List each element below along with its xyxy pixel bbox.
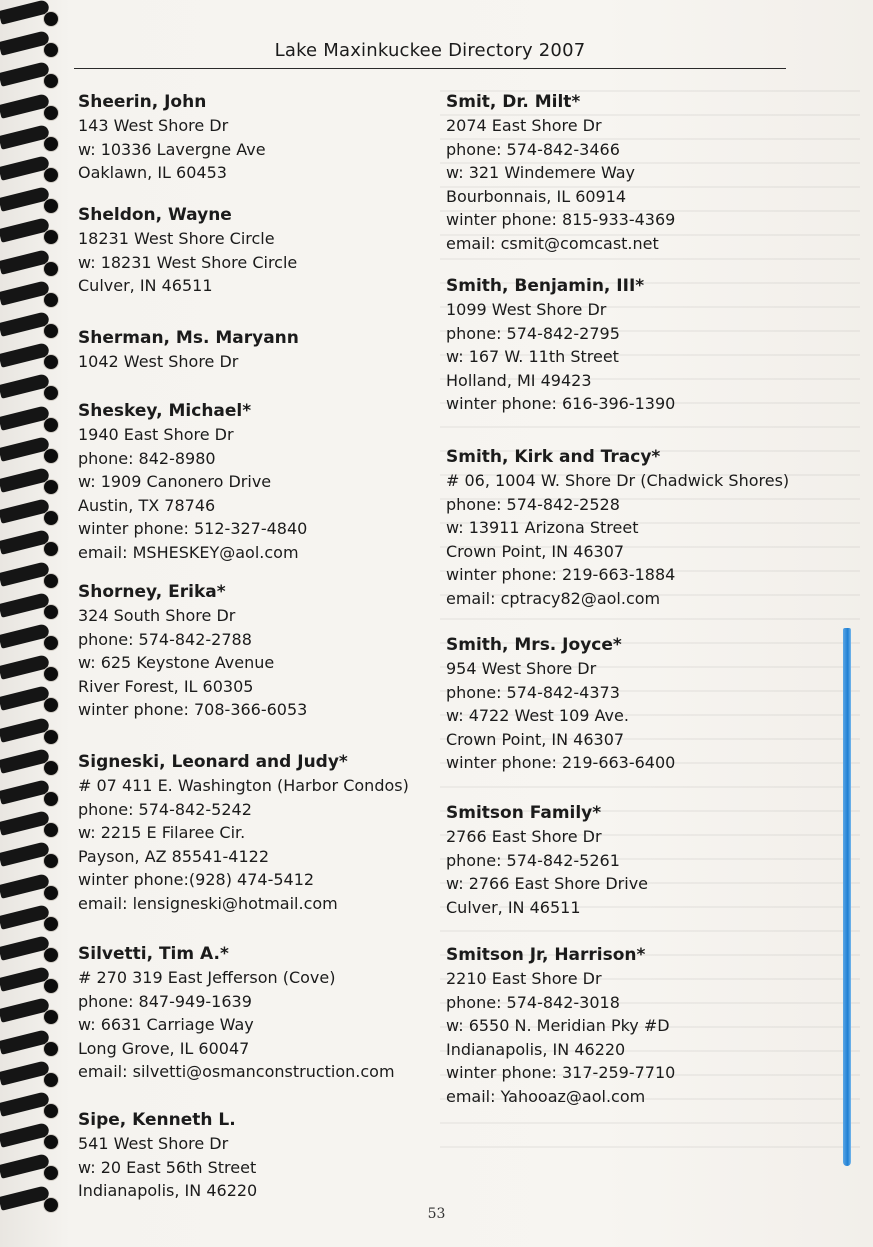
punch-hole	[44, 106, 58, 120]
coil-wire	[0, 1154, 50, 1180]
coil-wire	[0, 873, 50, 899]
punch-hole	[44, 74, 58, 88]
binding-coil	[0, 1006, 64, 1026]
coil-wire	[0, 966, 50, 992]
entry-name: Sipe, Kenneth L.	[78, 1110, 236, 1130]
coil-wire	[0, 498, 50, 524]
punch-hole	[44, 449, 58, 463]
entry-name: Smith, Benjamin, III*	[446, 276, 645, 296]
entry-line: winter phone: 815-933-4369	[446, 210, 676, 229]
punch-hole	[44, 761, 58, 775]
entry-line: 324 South Shore Dr	[78, 606, 236, 625]
entry-line: winter phone: 317-259-7710	[446, 1063, 676, 1082]
punch-hole	[44, 605, 58, 619]
punch-hole	[44, 293, 58, 307]
punch-hole	[44, 262, 58, 276]
coil-wire	[0, 405, 50, 431]
binding-coil	[0, 788, 64, 808]
entry-line: Payson, AZ 85541-4122	[78, 846, 270, 866]
coil-wire	[0, 342, 50, 368]
punch-hole	[44, 1104, 58, 1118]
punch-hole	[44, 574, 58, 588]
entry-name: Sheerin, John	[78, 92, 207, 112]
header-title: Lake Maxinkuckee Directory 2007	[274, 40, 586, 61]
coil-wire	[0, 654, 50, 680]
directory-entry	[446, 943, 806, 1108]
coil-wire	[0, 904, 50, 930]
entry-name: Silvetti, Tim A.*	[78, 944, 229, 964]
entry-line: Culver, IN 46511	[446, 897, 581, 917]
entry-line: phone: 574-842-5242	[78, 799, 252, 819]
directory-entry	[78, 203, 428, 298]
entry-line: winter phone: 219-663-1884	[446, 565, 676, 584]
entry-line: w: 10336 Lavergne Ave	[78, 139, 266, 159]
coil-wire	[0, 1029, 50, 1055]
coil-wire	[0, 30, 50, 56]
entry-line: w: 625 Keystone Avenue	[78, 653, 275, 672]
coil-wire	[0, 935, 50, 961]
directory-entry	[78, 1108, 428, 1203]
entry-line: phone: 574-842-4373	[446, 682, 620, 702]
entry-line: w: 6550 N. Meridian Pky #D	[446, 1016, 670, 1035]
entry-line: # 06, 1004 W. Shore Dr (Chadwick Shores)	[446, 471, 790, 490]
punch-hole	[44, 168, 58, 182]
coil-wire	[0, 748, 50, 774]
page-number: 53	[427, 1206, 446, 1222]
entry-line: Bourbonnais, IL 60914	[446, 186, 627, 206]
binding-coil	[0, 694, 64, 714]
binding-coil	[0, 1162, 64, 1182]
coil-wire	[0, 592, 50, 618]
binding-coil	[0, 8, 64, 28]
punch-hole	[44, 1010, 58, 1024]
directory-entry	[78, 942, 428, 1084]
binding-coil	[0, 289, 64, 309]
punch-hole	[44, 823, 58, 837]
blue-margin-marker	[843, 628, 851, 1166]
binding-coil	[0, 757, 64, 777]
coil-wire	[0, 311, 50, 337]
binding-coil	[0, 975, 64, 995]
punch-hole	[44, 917, 58, 931]
coil-wire	[0, 530, 50, 556]
entry-line: # 270 319 East Jefferson (Cove)	[78, 968, 336, 987]
punch-hole	[44, 480, 58, 494]
entry-name: Smitson Family*	[446, 803, 602, 823]
entry-line: 1042 West Shore Dr	[78, 352, 239, 371]
directory-entry	[446, 274, 806, 416]
punch-hole	[44, 979, 58, 993]
binding-coil	[0, 507, 64, 527]
coil-wire	[0, 62, 50, 88]
entry-name: Sherman, Ms. Maryann	[78, 328, 299, 348]
directory-entry	[78, 90, 428, 185]
entry-line: phone: 847-949-1639	[78, 991, 252, 1011]
entry-line: w: 1909 Canonero Drive	[78, 472, 272, 491]
punch-hole	[44, 730, 58, 744]
coil-wire	[0, 374, 50, 400]
entry-line: email: Yahooaz@aol.com	[446, 1086, 646, 1106]
punch-hole	[44, 698, 58, 712]
entry-line: w: 18231 West Shore Circle	[78, 252, 298, 272]
entry-name: Smit, Dr. Milt*	[446, 92, 581, 112]
punch-hole	[44, 1135, 58, 1149]
binding-coil	[0, 819, 64, 839]
binding-coil	[0, 601, 64, 621]
binding-coil	[0, 195, 64, 215]
coil-wire	[0, 686, 50, 712]
entry-line: phone: 574-842-2795	[446, 323, 620, 343]
entry-line: phone: 842-8980	[78, 448, 216, 468]
punch-hole	[44, 1166, 58, 1180]
coil-wire	[0, 623, 50, 649]
entry-line: w: 2215 E Filaree Cir.	[78, 823, 246, 842]
binding-coil	[0, 663, 64, 683]
punch-hole	[44, 667, 58, 681]
entry-line: email: MSHESKEY@aol.com	[78, 542, 299, 562]
entry-line: 2074 East Shore Dr	[446, 116, 602, 135]
entry-line: w: 20 East 56th Street	[78, 1157, 257, 1177]
binding-coil	[0, 39, 64, 59]
binding-coil	[0, 164, 64, 184]
punch-hole	[44, 948, 58, 962]
binding-coil	[0, 1131, 64, 1151]
entry-line: w: 4722 West 109 Ave.	[446, 706, 629, 725]
coil-wire	[0, 124, 50, 150]
coil-wire	[0, 998, 50, 1024]
entry-line: email: silvetti@osmanconstruction.com	[78, 1062, 395, 1081]
entry-line: winter phone:(928) 474-5412	[78, 870, 315, 889]
entry-line: 143 West Shore Dr	[78, 116, 229, 135]
entry-line: w: 167 W. 11th Street	[446, 347, 619, 366]
entry-line: 2210 East Shore Dr	[446, 969, 602, 988]
entry-name: Smitson Jr, Harrison*	[446, 945, 646, 965]
directory-entry	[78, 326, 428, 374]
entry-line: winter phone: 616-396-1390	[446, 394, 676, 413]
punch-hole	[44, 886, 58, 900]
directory-entry	[446, 633, 806, 775]
binding-coil	[0, 1100, 64, 1120]
entry-line: phone: 574-842-2788	[78, 629, 252, 649]
entry-line: Holland, MI 49423	[446, 370, 592, 390]
entry-name: Sheskey, Michael*	[78, 401, 252, 421]
coil-wire	[0, 280, 50, 306]
coil-wire	[0, 436, 50, 462]
entry-line: phone: 574-842-3018	[446, 992, 620, 1012]
entry-line: Oaklawn, IL 60453	[78, 163, 227, 182]
coil-wire	[0, 842, 50, 868]
punch-hole	[44, 542, 58, 556]
entry-line: Indianapolis, IN 46220	[78, 1181, 258, 1200]
coil-wire	[0, 0, 50, 25]
punch-hole	[44, 324, 58, 338]
binding-coil	[0, 476, 64, 496]
binding-coil	[0, 882, 64, 902]
entry-name: Smith, Kirk and Tracy*	[446, 447, 661, 467]
entry-line: 18231 West Shore Circle	[78, 229, 275, 248]
directory-entry	[446, 90, 806, 255]
page-header	[74, 38, 786, 69]
binding-coil	[0, 445, 64, 465]
punch-hole	[44, 230, 58, 244]
entry-line: email: cptracy82@aol.com	[446, 588, 661, 608]
coil-wire	[0, 561, 50, 587]
punch-hole	[44, 1042, 58, 1056]
entry-line: 954 West Shore Dr	[446, 659, 597, 678]
entry-line: winter phone: 219-663-6400	[446, 753, 676, 772]
coil-wire	[0, 93, 50, 119]
entry-line: w: 13911 Arizona Street	[446, 518, 639, 537]
binding-coil	[0, 850, 64, 870]
entry-line: phone: 574-842-5261	[446, 850, 620, 870]
directory-entry	[78, 580, 428, 722]
entry-line: w: 6631 Carriage Way	[78, 1015, 254, 1034]
punch-hole	[44, 418, 58, 432]
punch-hole	[44, 1073, 58, 1087]
entry-name: Shorney, Erika*	[78, 582, 226, 602]
punch-hole	[44, 636, 58, 650]
spiral-binding	[0, 0, 70, 1247]
binding-coil	[0, 258, 64, 278]
entry-name: Sheldon, Wayne	[78, 205, 232, 225]
coil-wire	[0, 1060, 50, 1086]
punch-hole	[44, 12, 58, 26]
binding-coil	[0, 913, 64, 933]
binding-coil	[0, 351, 64, 371]
entry-line: # 07 411 E. Washington (Harbor Condos)	[78, 776, 409, 795]
entry-line: w: 2766 East Shore Drive	[446, 874, 648, 893]
coil-wire	[0, 155, 50, 181]
directory-entry	[78, 399, 428, 564]
punch-hole	[44, 355, 58, 369]
coil-wire	[0, 249, 50, 275]
binding-coil	[0, 133, 64, 153]
entry-line: River Forest, IL 60305	[78, 676, 254, 696]
coil-wire	[0, 779, 50, 805]
coil-wire	[0, 717, 50, 743]
coil-wire	[0, 1122, 50, 1148]
binding-coil	[0, 382, 64, 402]
binding-coil	[0, 570, 64, 590]
entry-line: 541 West Shore Dr	[78, 1134, 229, 1153]
binding-coil	[0, 632, 64, 652]
entry-line: email: lensigneski@hotmail.com	[78, 893, 338, 913]
entry-line: Crown Point, IN 46307	[446, 541, 625, 561]
coil-wire	[0, 1091, 50, 1117]
binding-coil	[0, 102, 64, 122]
entry-line: 1940 East Shore Dr	[78, 425, 234, 444]
directory-entry	[78, 750, 428, 915]
binding-coil	[0, 226, 64, 246]
entry-line: Crown Point, IN 46307	[446, 729, 625, 749]
entry-line: Austin, TX 78746	[78, 495, 216, 515]
entry-line: phone: 574-842-3466	[446, 139, 620, 159]
punch-hole	[44, 792, 58, 806]
entry-line: Culver, IN 46511	[78, 276, 213, 295]
entry-line: 2766 East Shore Dr	[446, 827, 602, 846]
entry-line: winter phone: 512-327-4840	[78, 519, 308, 538]
punch-hole	[44, 386, 58, 400]
punch-hole	[44, 137, 58, 151]
binding-coil	[0, 320, 64, 340]
coil-wire	[0, 218, 50, 244]
entry-line: Indianapolis, IN 46220	[446, 1039, 626, 1059]
binding-coil	[0, 70, 64, 90]
directory-entry	[446, 801, 806, 919]
entry-line: w: 321 Windemere Way	[446, 163, 636, 182]
entry-line: email: csmit@comcast.net	[446, 233, 659, 253]
binding-coil	[0, 1038, 64, 1058]
entry-name: Signeski, Leonard and Judy*	[78, 752, 348, 772]
punch-hole	[44, 511, 58, 525]
punch-hole	[44, 43, 58, 57]
entry-name: Smith, Mrs. Joyce*	[446, 635, 622, 655]
binding-coil	[0, 1069, 64, 1089]
entry-line: Long Grove, IL 60047	[78, 1038, 250, 1058]
directory-entry	[446, 445, 806, 610]
coil-wire	[0, 810, 50, 836]
binding-coil	[0, 944, 64, 964]
punch-hole	[44, 199, 58, 213]
binding-coil	[0, 538, 64, 558]
coil-wire	[0, 467, 50, 493]
coil-wire	[0, 186, 50, 212]
entry-line: winter phone: 708-366-6053	[78, 700, 308, 719]
entry-line: 1099 West Shore Dr	[446, 300, 607, 319]
binding-coil	[0, 726, 64, 746]
entry-line: phone: 574-842-2528	[446, 494, 620, 514]
punch-hole	[44, 854, 58, 868]
binding-coil	[0, 414, 64, 434]
